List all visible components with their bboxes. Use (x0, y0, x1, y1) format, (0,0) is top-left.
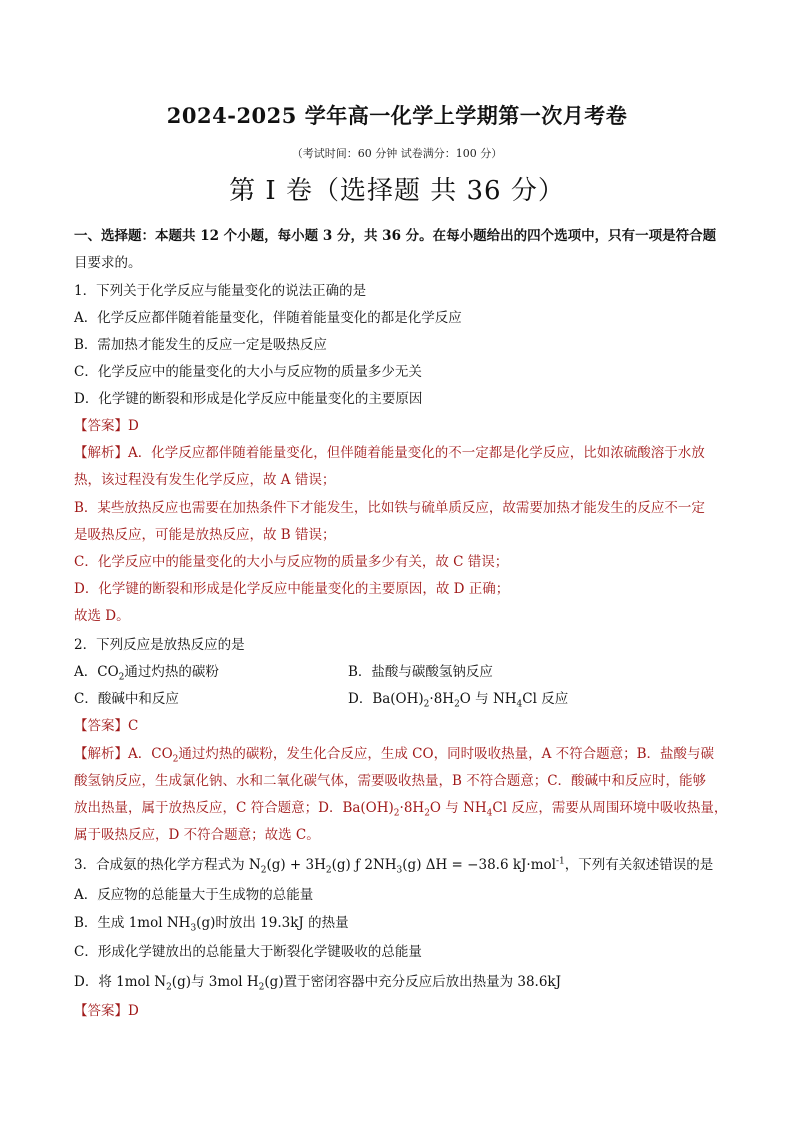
subscript: 2 (258, 982, 265, 993)
q2-stem: 2．下列反应是放热反应的是 (74, 637, 245, 653)
q1-analysis-line-5: C．化学反应中的能量变化的大小与反应物的质量多少有关，故 C 错误； (74, 554, 509, 570)
q2-answer (74, 717, 724, 735)
answer-tag: 【答案】 (74, 1003, 128, 1019)
instructions-line-1: 一、选择题：本题共 12 个小题，每小题 3 分，共 36 分。在每小题给出的四个选项中，只有一项是符合题 (74, 228, 717, 244)
option-text: Cl 反应 (522, 691, 569, 707)
stem-text: 3．合成氨的热化学方程式为 N (74, 857, 261, 873)
exam-info: （考试时间：60 分钟 试卷满分：100 分） (291, 147, 503, 160)
option-text: ·8H (429, 691, 455, 707)
subscript: 2 (172, 754, 179, 765)
q3-option-b (74, 914, 724, 932)
q1-option-d: D．化学键的断裂和形成是化学反应中能量变化的主要原因 (74, 391, 423, 407)
analysis-text: Cl 反应，需要从周围环境中吸收热量， (492, 800, 728, 816)
q1-answer (74, 417, 724, 435)
q1-analysis-line-1 (74, 444, 724, 462)
q3-option-d (74, 973, 724, 991)
q2-option-b: B．盐酸与碳酸氢钠反应 (348, 664, 493, 680)
answer-value: C (128, 718, 139, 734)
analysis-tag: 【解析】 (74, 445, 128, 461)
q1-analysis-line-2: 热，该过程没有发生化学反应，故 A 错误； (74, 472, 336, 488)
subscript: 2 (260, 865, 267, 876)
superscript: -1 (555, 856, 565, 867)
analysis-text: 通过灼热的碳粉，发生化合反应，生成 CO，同时吸收热量，A 不符合题意；B．盐酸与碳 (178, 746, 715, 762)
q2-option-a (74, 664, 219, 683)
option-text: A．CO (74, 664, 119, 680)
subscript: 3 (396, 865, 403, 876)
option-text: B．生成 1mol NH (74, 915, 191, 931)
stem-text: ，下列有关叙述错误的是 (564, 857, 714, 873)
q2-analysis-line-4: 属于吸热反应，D 不符合题意；故选 C。 (74, 827, 320, 843)
subscript: 3 (190, 923, 197, 934)
option-text: (g)与 3mol H (171, 974, 259, 990)
q3-option-c: C．形成化学键放出的总能量大于断裂化学键吸收的总能量 (74, 944, 422, 960)
option-text: (g)置于密闭容器中充分反应后放出热量为 38.6kJ (264, 974, 562, 990)
option-text: 通过灼热的碳粉 (124, 664, 219, 680)
subscript: 2 (393, 808, 400, 819)
option-text: (g)时放出 19.3kJ 的热量 (196, 915, 349, 931)
q2-option-d (348, 690, 568, 708)
section-heading: 第 I 卷（选择题 共 36 分） (229, 176, 565, 206)
analysis-text: ·8H (399, 800, 425, 816)
q2-analysis-line-3 (74, 799, 728, 819)
q2-option-c: C．酸碱中和反应 (74, 691, 179, 707)
stem-text: (g) ƒ 2NH (331, 857, 397, 873)
stem-text: (g) ΔH = −38.6 kJ·mol (402, 857, 556, 873)
instructions-line-2: 目要求的。 (74, 255, 142, 271)
analysis-text: A．化学反应都伴随着能量变化，但伴随着能量变化的不一定都是化学反应，比如浓硫酸溶于水放 (128, 445, 705, 461)
subscript: 2 (166, 982, 172, 993)
stem-text: (g) + 3H (266, 857, 326, 873)
q2-analysis-line-2: 酸氢钠反应，生成氯化钠、水和二氧化碳气体，需要吸收热量，B 不符合题意；C．酸碱中和反应时，能够 (74, 773, 707, 789)
option-text: D．Ba(OH) (348, 691, 424, 707)
q1-option-c: C．化学反应中的能量变化的大小与反应物的质量多少无关 (74, 364, 422, 380)
subscript: 2 (118, 672, 125, 683)
subscript: 2 (454, 699, 460, 710)
q1-analysis-line-3: B．某些放热反应也需要在加热条件下才能发生，比如铁与硫单质反应，故需要加热才能发生的反应不一定 (74, 500, 705, 516)
option-text: O 与 NH (459, 691, 517, 707)
subscript: 2 (423, 699, 430, 710)
answer-tag: 【答案】 (74, 718, 128, 734)
q3-answer (74, 1002, 724, 1020)
answer-value: D (128, 1003, 139, 1019)
answer-value: D (128, 418, 139, 434)
subscript: 2 (424, 808, 430, 819)
q1-option-a: A．化学反应都伴随着能量变化，伴随着能量变化的都是化学反应 (74, 310, 462, 326)
q2-analysis-line-1 (74, 745, 724, 763)
q2-options-row-1 (74, 663, 724, 681)
q1-analysis-line-7: 故选 D。 (74, 608, 130, 624)
q2-options-row-2 (74, 690, 724, 708)
subscript: 4 (516, 699, 523, 710)
q1-stem: 1．下列关于化学反应与能量变化的说法正确的是 (74, 283, 367, 299)
page-title: 2024-2025 学年高一化学上学期第一次月考卷 (166, 103, 628, 128)
answer-tag: 【答案】 (74, 418, 128, 434)
analysis-text: O 与 NH (429, 800, 487, 816)
q3-option-a: A．反应物的总能量大于生成物的总能量 (74, 887, 314, 903)
q3-stem (74, 856, 724, 874)
subscript: 2 (325, 865, 332, 876)
subscript: 4 (486, 808, 493, 819)
q1-analysis-line-4: 是吸热反应，可能是放热反应，故 B 错误； (74, 527, 336, 543)
analysis-tag: 【解析】 (74, 746, 128, 762)
analysis-text: A．CO (128, 746, 173, 762)
q1-analysis-line-6: D．化学键的断裂和形成是化学反应中能量变化的主要原因，故 D 正确； (74, 581, 510, 597)
analysis-text: 放出热量，属于放热反应，C 符合题意；D．Ba(OH) (74, 800, 394, 816)
q1-option-b: B．需加热才能发生的反应一定是吸热反应 (74, 337, 327, 353)
option-text: D．将 1mol N (74, 974, 167, 990)
